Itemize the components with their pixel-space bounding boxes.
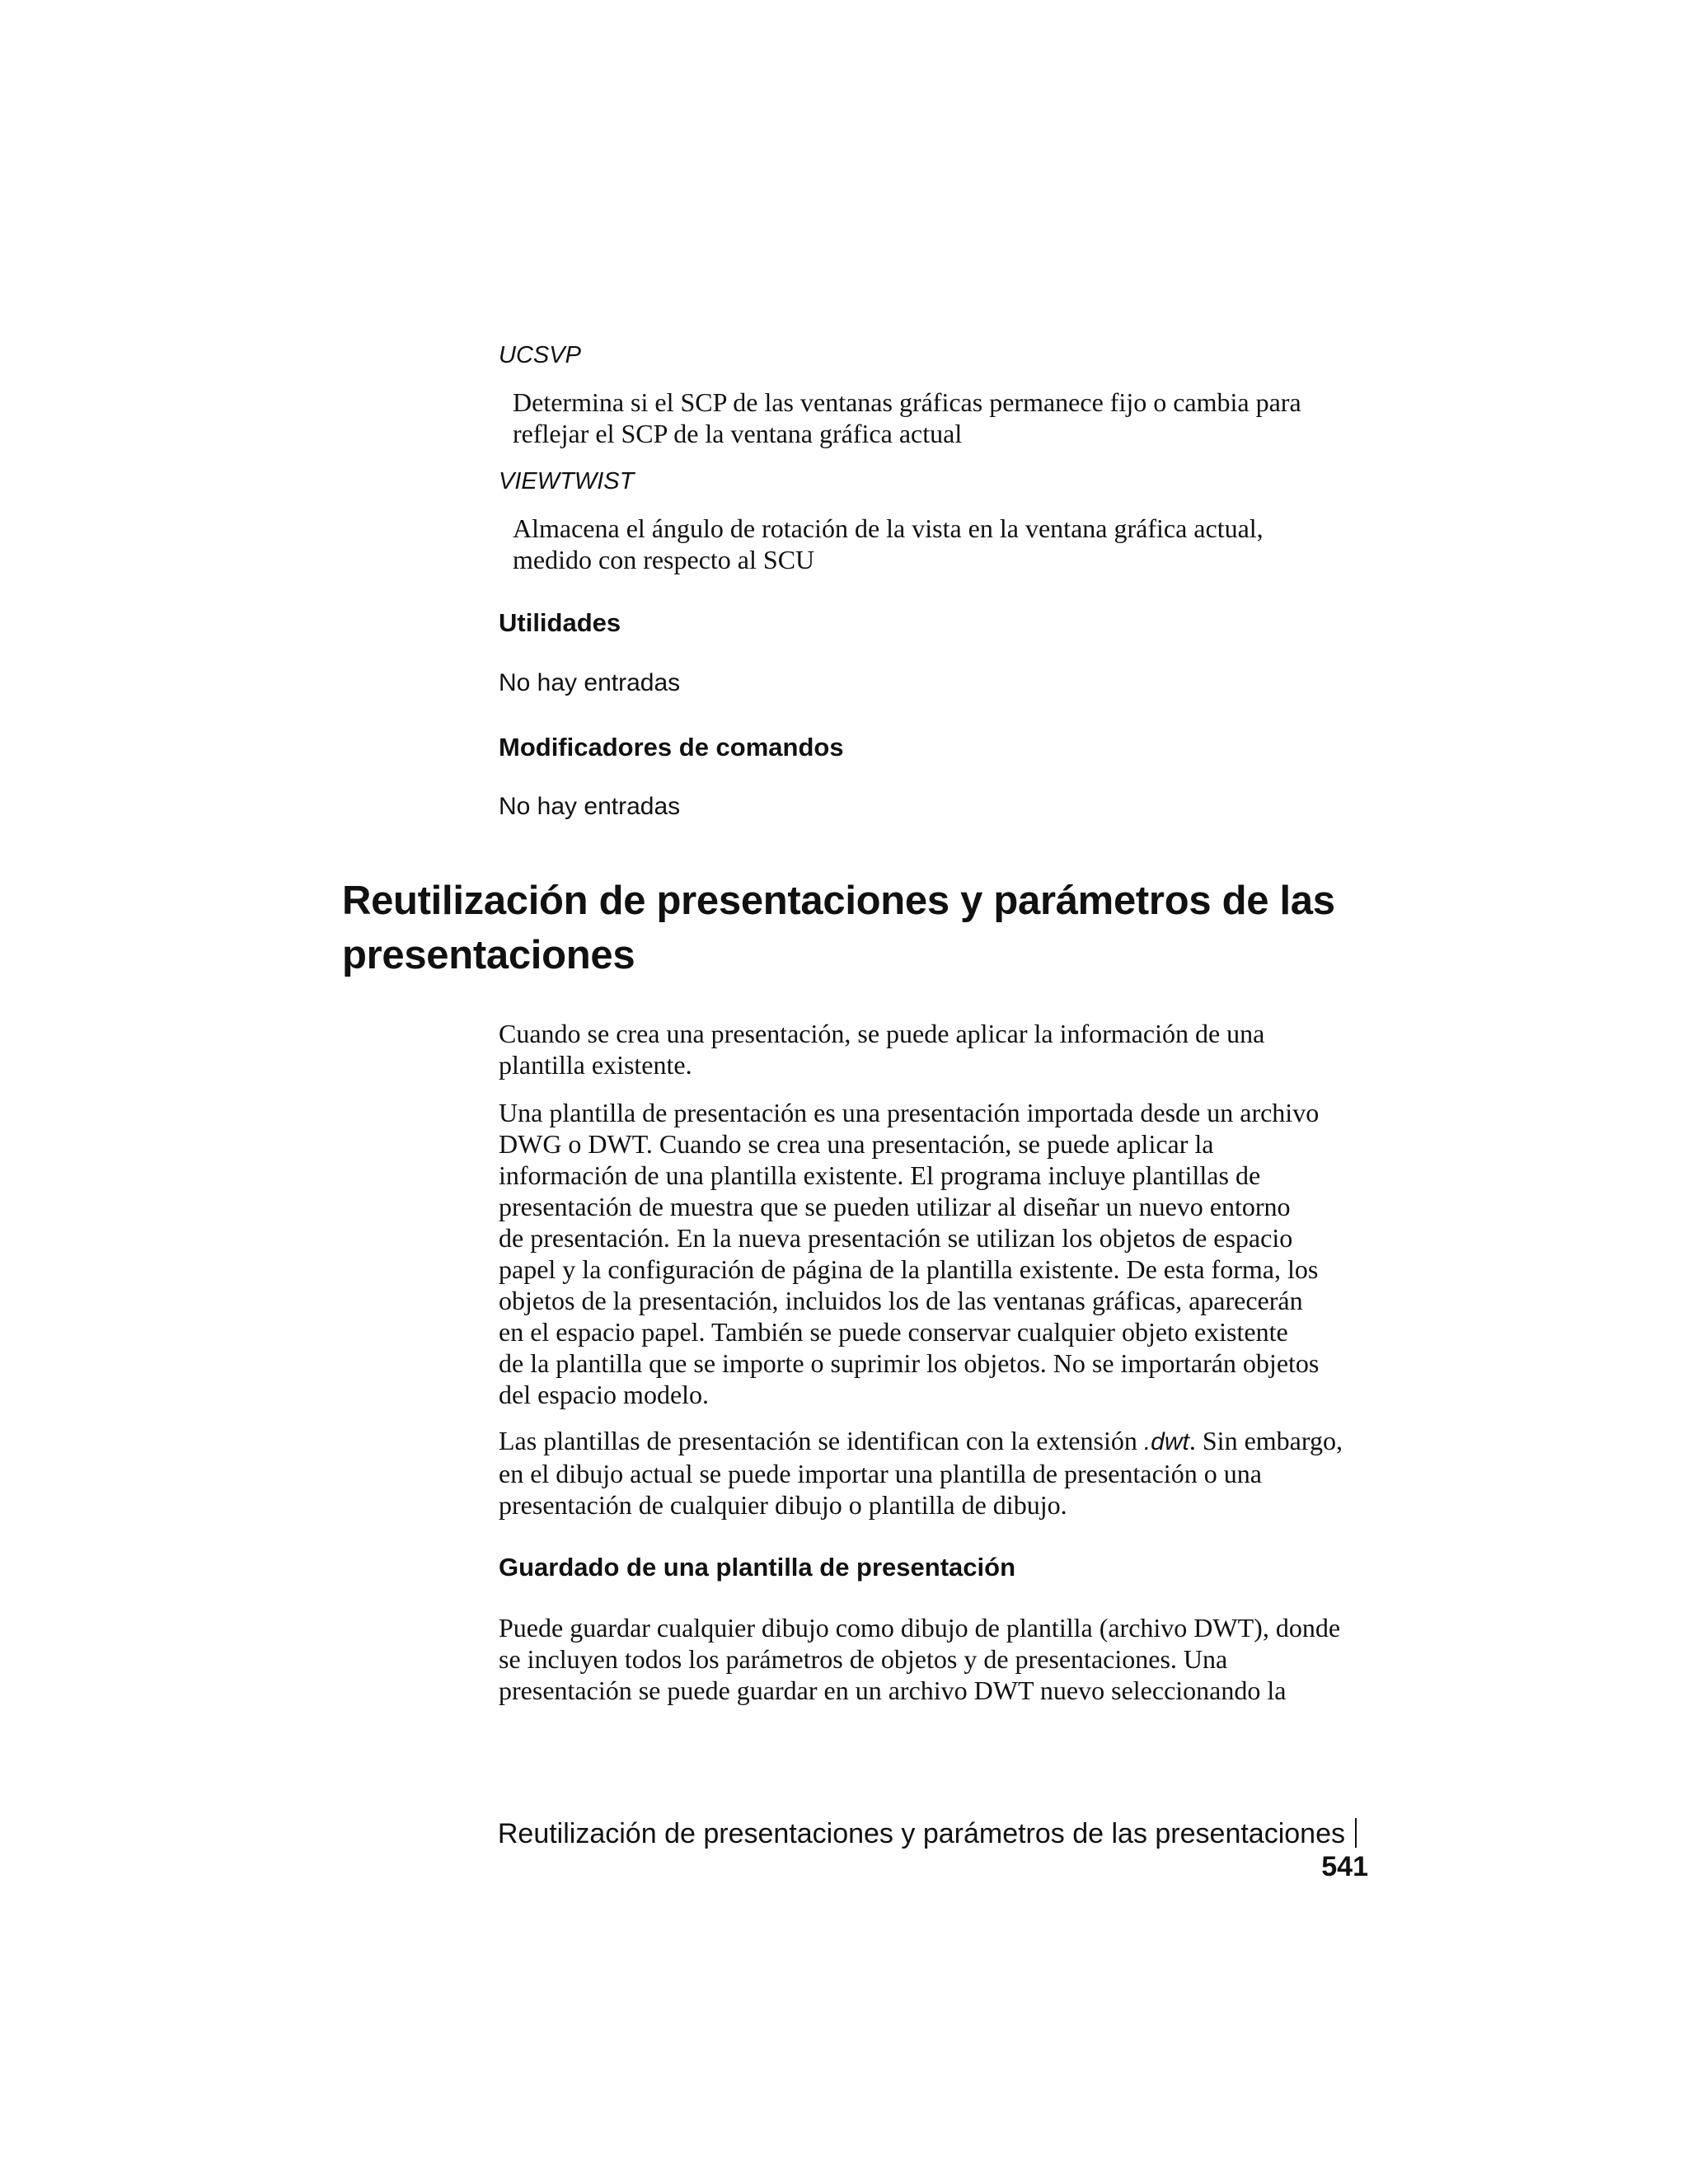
utilities-text: No hay entradas <box>499 669 681 696</box>
paragraph-line: de presentación. En la nueva presentación se utilizan los objetos de espacio <box>499 1223 1293 1253</box>
paragraph-line: del espacio modelo. <box>499 1380 710 1409</box>
paragraph-line: se incluyen todos los parámetros de objetos y de presentaciones. Una <box>499 1644 1228 1674</box>
paragraph-line: de la plantilla que se importe o suprimir los objetos. No se importarán objetos <box>499 1348 1320 1378</box>
running-title: Reutilización de presentaciones y parámetros de las presentaciones <box>497 1818 1345 1849</box>
subheading: Guardado de una plantilla de presentación <box>499 1553 1016 1582</box>
paragraph-line: en el dibujo actual se puede importar una plantilla de presentación o una <box>499 1459 1262 1488</box>
sysvar-description <box>499 387 1372 449</box>
utilities-text-block <box>499 668 1372 698</box>
page-number: 541 <box>1321 1851 1368 1882</box>
paragraph-intro <box>499 1018 1372 1080</box>
sysvar-description <box>499 513 1372 575</box>
utilities-heading-block <box>499 607 1372 639</box>
page-footer <box>462 1817 1368 1883</box>
utilities-heading: Utilidades <box>499 608 621 637</box>
paragraph-line: objetos de la presentación, incluidos los de las ventanas gráficas, aparecerán <box>499 1286 1303 1315</box>
command-modifiers-text-block <box>499 792 1372 822</box>
description-line: Almacena el ángulo de rotación de la vista en la ventana gráfica actual, <box>513 513 1264 543</box>
text-run: Las plantillas de presentación se identifican con la extensión <box>499 1426 1144 1455</box>
sysvar-name: VIEWTWIST <box>499 468 635 494</box>
command-modifiers-text: No hay entradas <box>499 793 681 820</box>
paragraph-line: plantilla existente. <box>499 1050 692 1080</box>
paragraph-dwt-extension <box>499 1425 1372 1521</box>
paragraph-line: presentación de muestra que se pueden utilizar al diseñar un nuevo entorno <box>499 1192 1291 1221</box>
paragraph-line: DWG o DWT. Cuando se crea una presentación, se puede aplicar la <box>499 1129 1214 1159</box>
description-line: medido con respecto al SCU <box>513 545 815 574</box>
sysvar-entry-viewtwist <box>499 466 1372 496</box>
sysvar-entry-ucsvp <box>499 340 1372 370</box>
footer-divider <box>1355 1818 1357 1848</box>
section-title-line: presentaciones <box>342 933 635 977</box>
file-extension: .dwt <box>1143 1428 1189 1455</box>
paragraph-line <box>499 1425 1372 1458</box>
paragraph-line: Puede guardar cualquier dibujo como dibujo de plantilla (archivo DWT), donde <box>499 1613 1341 1643</box>
description-line: Determina si el SCP de las ventanas gráficas permanece fijo o cambia para <box>513 387 1301 417</box>
text-run: . Sin embargo, <box>1189 1426 1343 1455</box>
paragraph-line: en el espacio papel. También se puede conservar cualquier objeto existente <box>499 1317 1288 1347</box>
section-title-line: Reutilización de presentaciones y parámetros de las <box>342 879 1335 923</box>
paragraph-line: presentación de cualquier dibujo o plantilla de dibujo. <box>499 1490 1067 1520</box>
paragraph-line: presentación se puede guardar en un archivo DWT nuevo seleccionando la <box>499 1675 1287 1705</box>
paragraph-line: papel y la configuración de página de la plantilla existente. De esta forma, los <box>499 1254 1319 1284</box>
subheading-block <box>499 1552 1372 1583</box>
paragraph-line: Una plantilla de presentación es una presentación importada desde un archivo <box>499 1098 1320 1127</box>
section-title <box>342 874 1414 982</box>
paragraph-line: información de una plantilla existente. El programa incluye plantillas de <box>499 1160 1261 1190</box>
command-modifiers-heading: Modificadores de comandos <box>499 733 844 762</box>
sysvar-name: UCSVP <box>499 342 581 368</box>
paragraph-line: Cuando se crea una presentación, se puede aplicar la información de una <box>499 1019 1265 1048</box>
command-modifiers-heading-block <box>499 732 1372 763</box>
paragraph-save-template <box>499 1612 1372 1706</box>
description-line: reflejar el SCP de la ventana gráfica actual <box>513 419 963 448</box>
paragraph-template-description <box>499 1097 1372 1410</box>
